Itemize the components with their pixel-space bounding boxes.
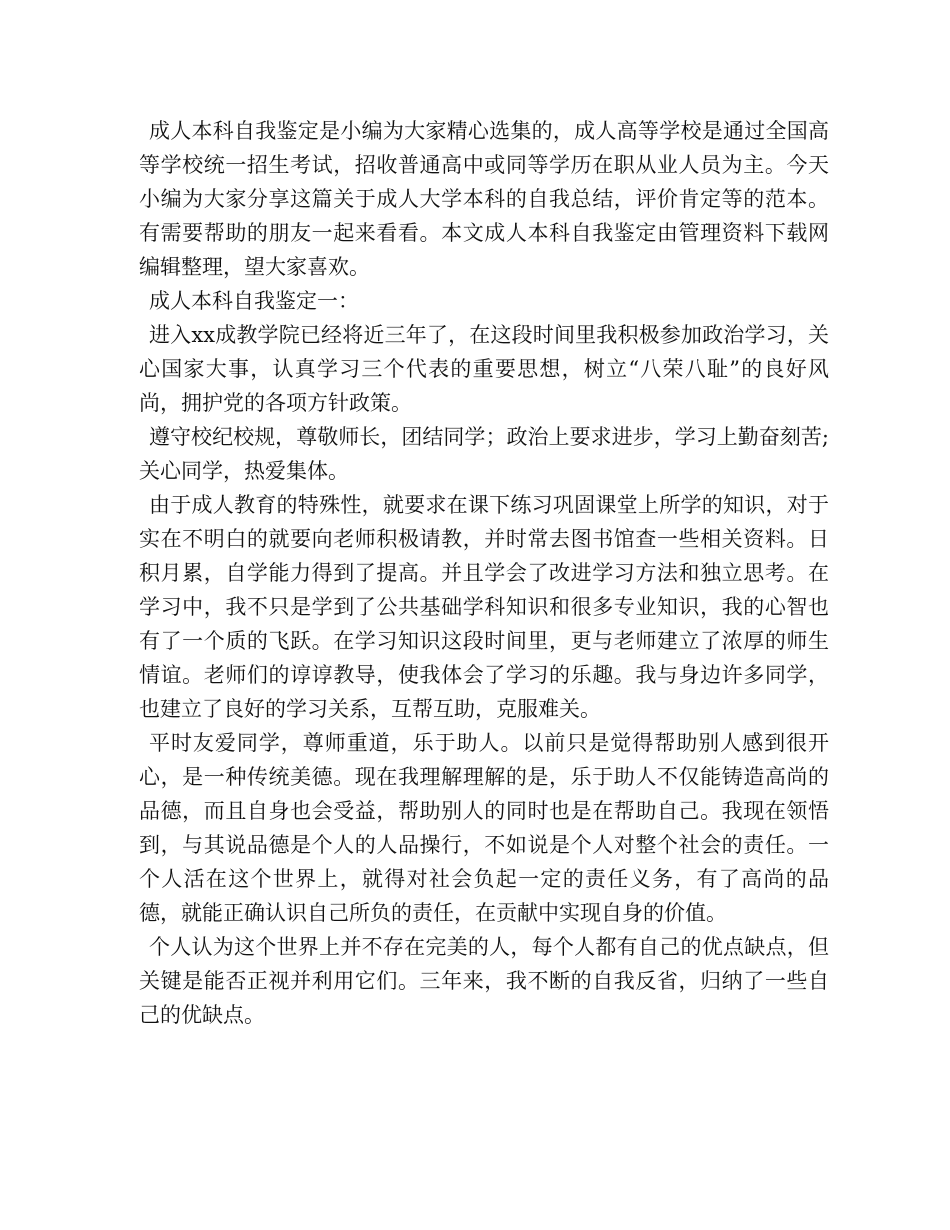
paragraph-discipline: 遵守校纪校规，尊敬师长，团结同学；政治上要求进步，学习上勤奋刻苦;关心同学，热爱集体。 (139, 425, 829, 483)
paragraph-study: 由于成人教育的特殊性，就要求在课下练习巩固课堂上所学的知识，对于实在不明白的就要向老师积极请教，并时常去图书馆查一些相关资料。日积月累，自学能力得到了提高。并且学会了改进学习方法和独立思考。在学习中，我不只是学到了公共基础学科知识和很多专业知识，我的心智也有了一个质的飞跃。在学习知识这段时间里，更与老师建立了浓厚的师生情谊。老师们的谆谆教导，使我体会了学习的乐趣。我与身边许多同学，也建立了良好的学习关系，互帮互助，克服难关。 (139, 493, 829, 721)
document-body (139, 114, 829, 1032)
paragraph-intro: 成人本科自我鉴定是小编为大家精心选集的，成人高等学校是通过全国高等学校统一招生考试，招收普通高中或同等学历在职从业人员为主。今天小编为大家分享这篇关于成人大学本科的自我总结，评价肯定等的范本。有需要帮助的朋友一起来看看。本文成人本科自我鉴定由管理资料下载网编辑整理，望大家喜欢。 (139, 119, 829, 279)
paragraph-morality: 平时友爱同学，尊师重道，乐于助人。以前只是觉得帮助别人感到很开心，是一种传统美德。现在我理解理解的是，乐于助人不仅能铸造高尚的品德，而且自身也会受益，帮助别人的同时也是在帮助自己。我现在领悟到，与其说品德是个人的人品操行，不如说是个人对整个社会的责任。一个人活在这个世界上，就得对社会负起一定的责任义务，有了高尚的品德，就能正确认识自己所负的责任，在贡献中实现自身的价值。 (139, 731, 829, 925)
section-heading: 成人本科自我鉴定一： (149, 289, 359, 313)
paragraph-politics: 进入xx成教学院已经将近三年了，在这段时间里我积极参加政治学习，关心国家大事，认真学习三个代表的重要思想，树立“八荣八耻”的良好风尚，拥护党的各项方针政策。 (139, 323, 829, 415)
paragraph-self-reflection: 个人认为这个世界上并不存在完美的人，每个人都有自己的优点缺点，但关键是能否正视并利用它们。三年来，我不断的自我反省，归纳了一些自己的优缺点。 (139, 935, 829, 1027)
